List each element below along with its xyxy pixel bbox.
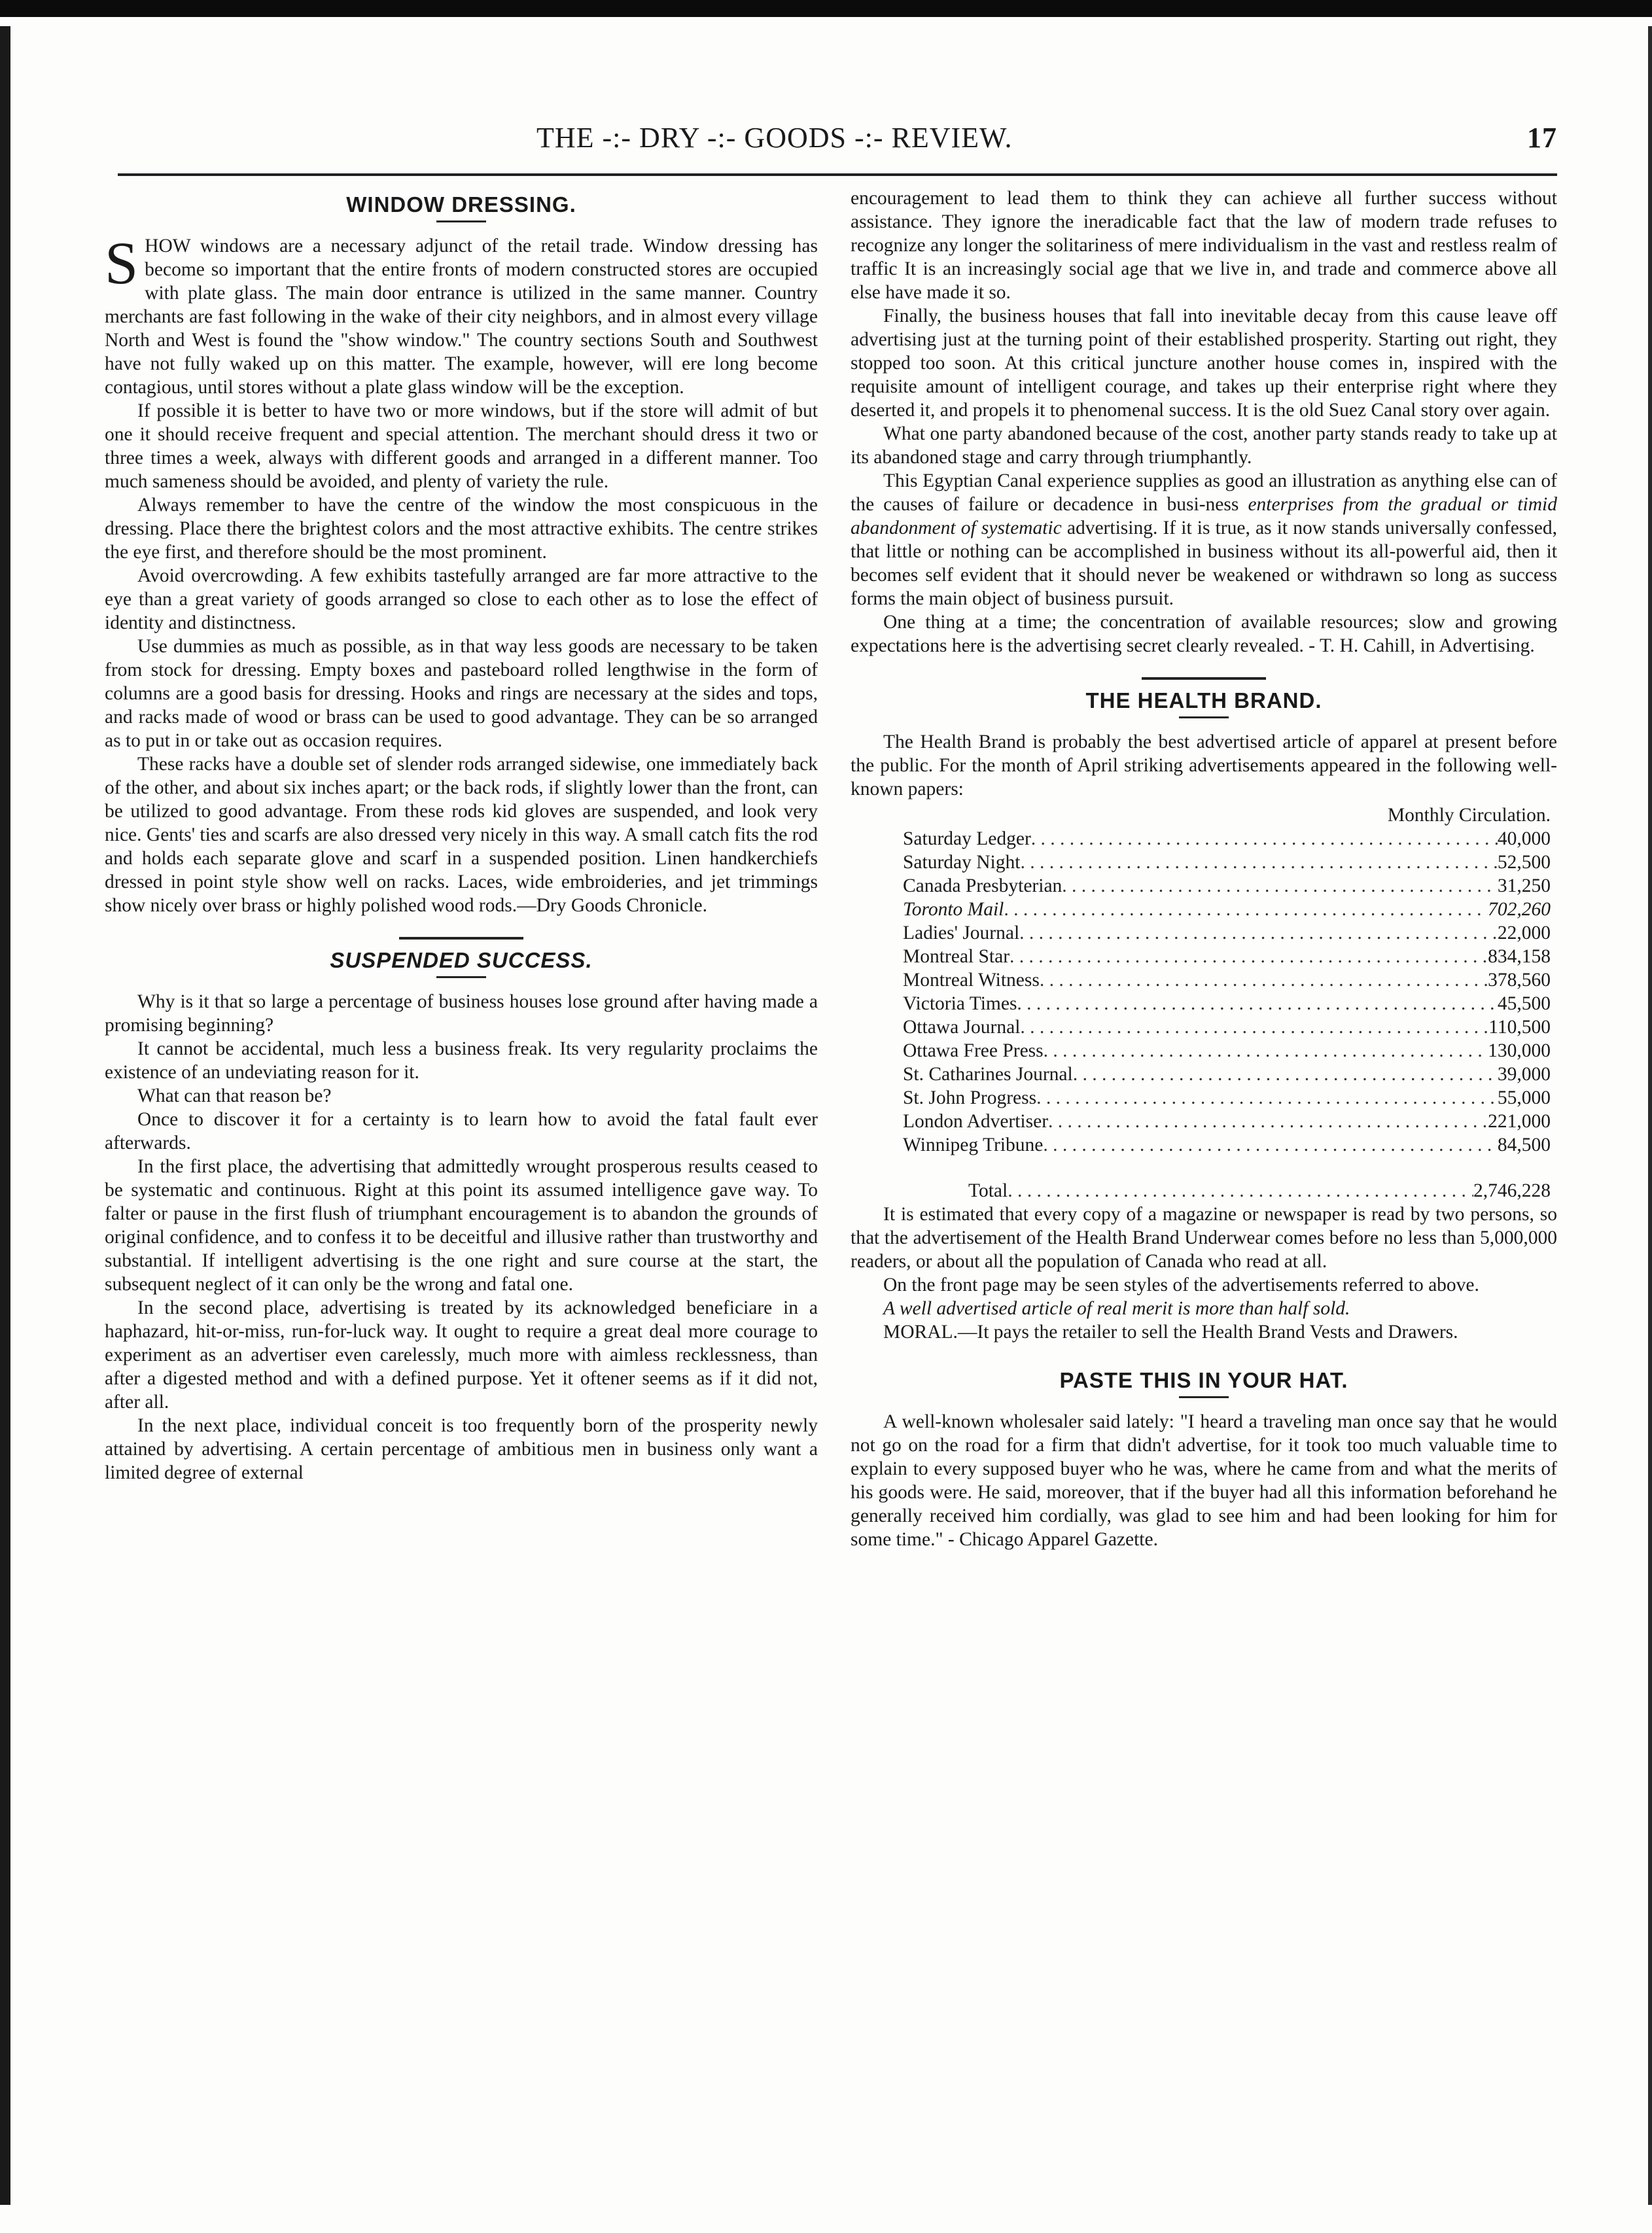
- circulation-value: 40,000: [1497, 828, 1551, 849]
- circulation-row: [903, 921, 1551, 945]
- circulation-column-header: Monthly Circulation.: [1387, 805, 1551, 826]
- section-divider: [1142, 677, 1266, 680]
- article-paragraph: Finally, the business houses that fall into inevitable decay from this cause leave off advertising just at the turning point of their established prosperity. Starting out right, they stopped too soon. At this critical juncture another house comes in, inspired with the requisite amount of intelligent courage, and takes up their enterprise right where they deserted it, and propels it to phenomenal success. It is the old Suez Canal story over again.: [851, 306, 1557, 421]
- circulation-total-row: [968, 1179, 1551, 1203]
- circulation-value: 39,000: [1497, 1064, 1551, 1085]
- article-paragraph: Use dummies as much as possible, as in that way less goods are necessary to be taken from stock for dressing. Empty boxes and pasteboard rolled lengthwise in the form of columns are a good basis for dressing. Hooks and rings are necessary at the sides and tops, and racks made of wood or brass can be used to good advantage. They can be so arranged as to put in or take out as occasion requires.: [105, 636, 818, 751]
- circulation-value: 55,000: [1497, 1087, 1551, 1108]
- circulation-value: 22,000: [1497, 923, 1551, 943]
- scan-left-border: [0, 26, 10, 2205]
- publication-title: THE -:- DRY -:- GOODS -:- REVIEW.: [536, 122, 1013, 154]
- circulation-row: [903, 874, 1551, 898]
- article-paragraph: In the first place, the advertising that admittedly wrought prosperous results ceased to be systematic and continuous. Right at this point its assumed intelligence gave way. To falter or pause in the first flush of triumphant encouragement is to abandon the grounds of original confidence, and to confess it to be deceitful and illusive rather than trustworthy and substantial. If intelligent advertising is the one right and sure course at the start, the subsequent neglect of it can only be the wrong and fatal one.: [105, 1156, 818, 1295]
- circulation-value: 52,500: [1497, 852, 1551, 873]
- article-paragraph: In the next place, individual conceit is too frequently born of the prosperity newly attained by advertising. A certain percentage of ambitious men in business only want a limited degree of external: [105, 1415, 818, 1483]
- article-paragraph: On the front page may be seen styles of the advertisements referred to above.: [883, 1275, 1479, 1295]
- article-paragraph: In the second place, advertising is treated by its acknowledged beneficiare in a haphazard, hit-or-miss, run-for-luck way. It ought to require a great deal more courage to experiment as an advertiser even carelessly, much more with aimless recklessness, than after a digested method and with a defined purpose. Yet it oftener seems as if it did not, after all.: [105, 1297, 818, 1413]
- circulation-row: [903, 1015, 1551, 1039]
- article-paragraph: Once to discover it for a certainty is to learn how to avoid the fatal fault ever afterwards.: [105, 1109, 818, 1153]
- paper-name: Ottawa Free Press: [903, 1040, 1044, 1061]
- paste-hat-heading: PASTE THIS IN YOUR HAT.: [1059, 1368, 1348, 1392]
- circulation-value: 45,500: [1497, 993, 1551, 1014]
- article-paragraph: If possible it is better to have two or more windows, but if the store will admit of but one it should receive frequent and special attention. The merchant should dress it two or three times a week, always with different goods and arranged in a different manner. Too much sameness should be avoided, and plenty of variety the rule.: [105, 400, 818, 492]
- health-brand-heading: THE HEALTH BRAND.: [1085, 688, 1322, 712]
- page-number: 17: [1527, 122, 1557, 154]
- circulation-row: [903, 1133, 1551, 1157]
- article-paragraph: MORAL.—It pays the retailer to sell the Health Brand Vests and Drawers.: [883, 1322, 1458, 1343]
- circulation-row: [903, 851, 1551, 874]
- article-paragraph: This Egyptian Canal experience supplies as good an illustration as anything else can of the causes of failure or decadence in busi-ness enterprises from the gradual or timid abandonment of systematic advertising. If it is true, as it now stands universally confessed, that little or nothing can be accomplished in business without its all-powerful aid, then it becomes self evident that it should never be weakened or withdrawn so long as success forms the main object of business pursuit.: [851, 470, 1557, 609]
- paper-name: Ladies' Journal: [903, 923, 1020, 943]
- paper-name: Saturday Night: [903, 852, 1021, 873]
- article-paragraph: These racks have a double set of slender rods arranged sidewise, one immediately back of the other, and about six inches apart; or the back rods, if slightly lower than the front, can be utilized to good advantage. From these rods kid gloves are suspended, and look very nice. Gents' ties and scarfs are also dressed very nicely in this way. A small catch fits the rod and holds each separate glove and scarf in a suspended position. Linen handkerchiefs dressed in point style show well on racks. Laces, wide embroideries, and jet trimmings show nicely over brass or highly polished wood rods.—Dry Goods Chronicle.: [105, 754, 818, 916]
- article-paragraph: SHOW windows are a necessary adjunct of the retail trade. Window dressing has become so important that the entire fronts of modern constructed stores are occupied with plate glass. The main door entrance is utilized in the same manner. Country merchants are fast following in the wake of their city neighbors, and in almost every village North and West is found the "show window." The country sections South and Southwest have not fully waked up on this matter. The example, however, will ere long become contagious, until stores without a plate glass window will be the exception.: [105, 230, 818, 398]
- circulation-value: 110,500: [1488, 1017, 1551, 1038]
- circulation-value: 378,560: [1488, 970, 1551, 991]
- article-paragraph: A well-known wholesaler said lately: "I heard a traveling man once say that he would not go on the road for a firm that didn't advertise, for it took too much valuable time to explain to every supposed buyer who he was, where he came from and what the merits of his goods were. He said, moreover, that if the buyer had all this information beforehand he generally received him cordially, was glad to see him and had been looking for him for some time." - Chicago Apparel Gazette.: [851, 1411, 1557, 1550]
- total-value: 2,746,228: [1473, 1180, 1551, 1201]
- circulation-row: [903, 827, 1551, 851]
- circulation-row: [903, 968, 1551, 992]
- article-paragraph: It cannot be accidental, much less a business freak. Its very regularity proclaims the existence of an undeviating reason for it.: [105, 1038, 818, 1083]
- heading-rule: [436, 976, 486, 978]
- drop-cap: S: [105, 230, 139, 296]
- paper-name: Canada Presbyterian: [903, 875, 1063, 896]
- running-header: [118, 121, 1557, 167]
- circulation-row: [903, 1039, 1551, 1063]
- article-paragraph: The Health Brand is probably the best advertised article of apparel at present before the public. For the month of April striking advertisements appeared in the following well-known papers:: [851, 731, 1557, 800]
- circulation-row: [903, 992, 1551, 1015]
- paper-name: London Advertiser: [903, 1111, 1049, 1132]
- heading-rule: [1179, 1396, 1229, 1398]
- paper-name: St. John Progress: [903, 1087, 1037, 1108]
- circulation-value: 130,000: [1488, 1040, 1551, 1061]
- article-paragraph: What can that reason be?: [137, 1085, 332, 1106]
- article-paragraph: One thing at a time; the concentration of available resources; slow and growing expectations here is the advertising secret clearly revealed. - T. H. Cahill, in Advertising.: [851, 612, 1557, 656]
- paper-name: Toronto Mail: [903, 899, 1004, 920]
- paper-name: Ottawa Journal: [903, 1017, 1021, 1038]
- circulation-value: 84,500: [1497, 1134, 1551, 1155]
- suspended-success-heading: SUSPENDED SUCCESS.: [330, 948, 593, 972]
- circulation-row: [903, 945, 1551, 968]
- paper-name: Victoria Times: [903, 993, 1017, 1014]
- scan-top-border: [0, 0, 1652, 17]
- article-paragraph: Why is it that so large a percentage of business houses lose ground after having made a promising beginning?: [105, 991, 818, 1036]
- right-column: [851, 186, 1557, 1551]
- article-paragraph: Avoid overcrowding. A few exhibits tastefully arranged are far more attractive to the eye than a great variety of goods arranged so close to each other as to lose the effect of identity and distinctness.: [105, 565, 818, 633]
- header-rule: [118, 173, 1557, 176]
- circulation-value: 221,000: [1488, 1111, 1551, 1132]
- article-paragraph: encouragement to lead them to think they can achieve all further success without assistance. They ignore the ineradicable fact that the law of modern trade refuses to recognize any longer the solitariness of mere individualism in the vast and restless realm of traffic It is an increasingly social age that we live in, and trade and commerce above all else have made it so.: [851, 188, 1557, 303]
- article-paragraph: A well advertised article of real merit is more than half sold.: [883, 1298, 1350, 1319]
- article-paragraph: Always remember to have the centre of the window the most conspicuous in the dressing. Place there the brightest colors and the most attractive exhibits. The centre strikes the eye first, and therefore should be the most prominent.: [105, 495, 818, 563]
- paper-name: Montreal Witness: [903, 970, 1040, 991]
- heading-rule: [436, 220, 486, 222]
- section-divider: [399, 937, 523, 940]
- circulation-value: 702,260: [1488, 899, 1551, 920]
- total-label: Total: [968, 1180, 1008, 1201]
- paper-name: St. Catharines Journal: [903, 1064, 1073, 1085]
- paper-name: Saturday Ledger: [903, 828, 1031, 849]
- window-dressing-heading: WINDOW DRESSING.: [346, 192, 576, 217]
- paper-name: Winnipeg Tribune: [903, 1134, 1044, 1155]
- article-paragraph: It is estimated that every copy of a magazine or newspaper is read by two persons, so that the advertisement of the Health Brand Underwear comes before no less than 5,000,000 readers, or about all the population of Canada who read at all.: [851, 1204, 1557, 1272]
- circulation-row: [903, 1086, 1551, 1110]
- circulation-table: [851, 803, 1557, 1203]
- circulation-row: [903, 1063, 1551, 1086]
- paper-name: Montreal Star: [903, 946, 1010, 967]
- circulation-row: [903, 898, 1551, 921]
- circulation-value: 31,250: [1497, 875, 1551, 896]
- circulation-row: [903, 1110, 1551, 1133]
- article-paragraph: What one party abandoned because of the cost, another party stands ready to take up at its abandoned stage and carry through triumphantly.: [851, 423, 1557, 468]
- heading-rule: [1179, 716, 1229, 718]
- scan-right-border: [1648, 26, 1652, 2205]
- left-column: [105, 186, 818, 1485]
- circulation-value: 834,158: [1488, 946, 1551, 967]
